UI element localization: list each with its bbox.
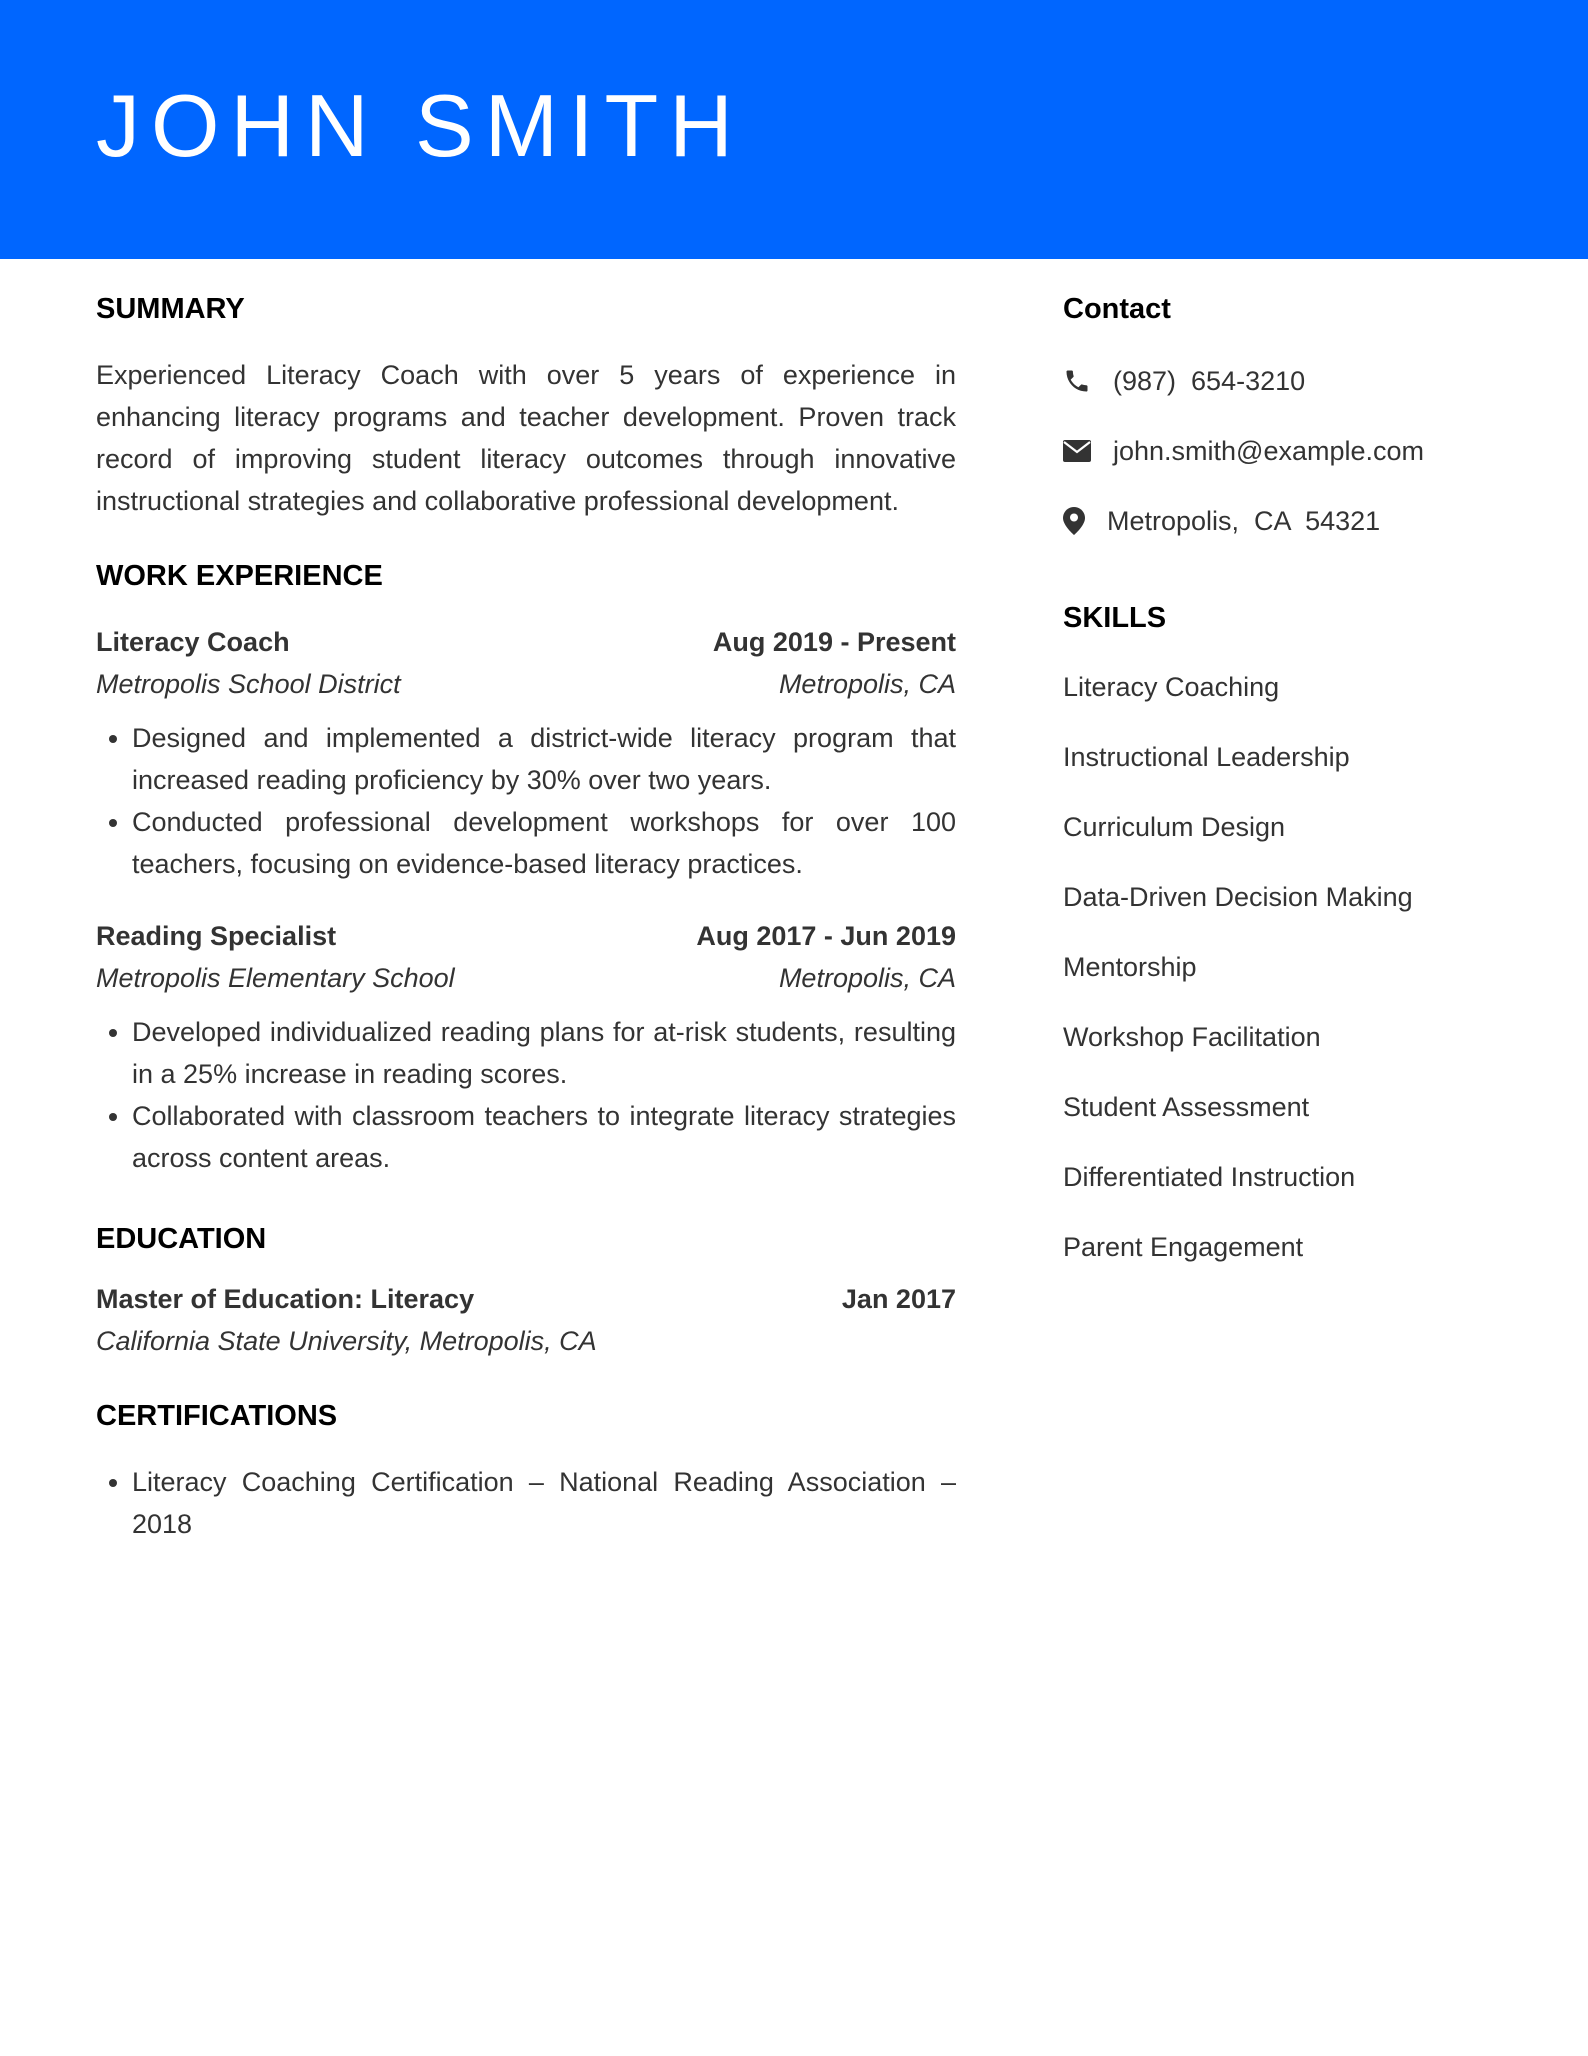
job-bullet: • Conducted professional development workshops for over 100 teachers, focusing on evidence-based literacy practices.: [132, 801, 956, 885]
contact-section: [1063, 295, 1523, 542]
contact-phone: [1063, 360, 1523, 402]
certification-list: [96, 1461, 956, 1545]
job-org: Metropolis Elementary School: [96, 963, 455, 993]
school: California State University, Metropolis, CA: [96, 1326, 597, 1356]
work-section: [96, 562, 956, 1179]
education-title: EDUCATION: [96, 1223, 267, 1255]
phone-icon: [1063, 367, 1113, 395]
location-text: Metropolis, CA 54321: [1107, 506, 1381, 536]
job-role: Literacy Coach: [96, 627, 290, 657]
contact-email: [1063, 430, 1523, 472]
job-entry: [96, 915, 956, 1179]
contact-location: [1063, 500, 1523, 542]
certifications-title: CERTIFICATIONS: [96, 1400, 338, 1432]
job-location: Metropolis, CA: [778, 963, 956, 993]
education-section: [96, 1225, 956, 1362]
job-bullets: [96, 717, 956, 885]
summary-text: Experienced Literacy Coach with over 5 years of experience in enhancing literacy programs and teacher development. Proven track record of improving student literacy outcomes through innovative instructional strategies and collaborative professional development.: [96, 360, 956, 516]
summary-title: SUMMARY: [96, 293, 245, 325]
skills-title: SKILLS: [1063, 602, 1167, 634]
skill-item: Instructional Leadership: [1063, 742, 1350, 772]
job-bullet: • Developed individualized reading plans for at-risk students, resulting in a 25% increase in reading scores.: [132, 1011, 956, 1095]
map-pin-icon: [1063, 507, 1107, 535]
job-org: Metropolis School District: [96, 669, 401, 699]
skill-item: Workshop Facilitation: [1063, 1022, 1321, 1052]
degree: Master of Education: Literacy: [96, 1284, 475, 1314]
email-text[interactable]: john.smith@example.com: [1113, 436, 1425, 466]
phone-text[interactable]: (987) 654-3210: [1113, 366, 1306, 396]
skill-item: Mentorship: [1063, 952, 1197, 982]
side-column: [1063, 259, 1523, 1296]
candidate-name: JOHN SMITH: [96, 76, 744, 175]
work-title: WORK EXPERIENCE: [96, 560, 383, 592]
skill-item: Curriculum Design: [1063, 812, 1286, 842]
main-column: [96, 259, 956, 1545]
skill-item: Parent Engagement: [1063, 1232, 1304, 1262]
skill-item: Literacy Coaching: [1063, 672, 1280, 702]
job-location: Metropolis, CA: [778, 669, 956, 699]
job-bullet: • Collaborated with classroom teachers to integrate literacy strategies across content areas.: [132, 1095, 956, 1179]
skill-item: Data-Driven Decision Making: [1063, 882, 1413, 912]
skill-item: Student Assessment: [1063, 1092, 1310, 1122]
certification-item: • Literacy Coaching Certification – National Reading Association – 2018: [132, 1461, 956, 1545]
job-dates: Aug 2019 - Present: [712, 627, 956, 657]
skill-item: Differentiated Instruction: [1063, 1162, 1356, 1192]
job-bullets: [96, 1011, 956, 1179]
job-dates: Aug 2017 - Jun 2019: [696, 921, 956, 951]
skills-section: [1063, 604, 1523, 1296]
job-role: Reading Specialist: [96, 921, 337, 951]
summary-section: [96, 295, 956, 522]
job-entry: [96, 621, 956, 885]
envelope-icon: [1063, 440, 1113, 462]
job-bullet: • Designed and implemented a district-wide literacy program that increased reading proficiency by 30% over two years.: [132, 717, 956, 801]
skills-list: [1063, 666, 1523, 1296]
contact-title: Contact: [1063, 293, 1171, 325]
certifications-section: [96, 1402, 956, 1545]
degree-date: Jan 2017: [841, 1284, 956, 1314]
header-banner: [0, 0, 1588, 259]
